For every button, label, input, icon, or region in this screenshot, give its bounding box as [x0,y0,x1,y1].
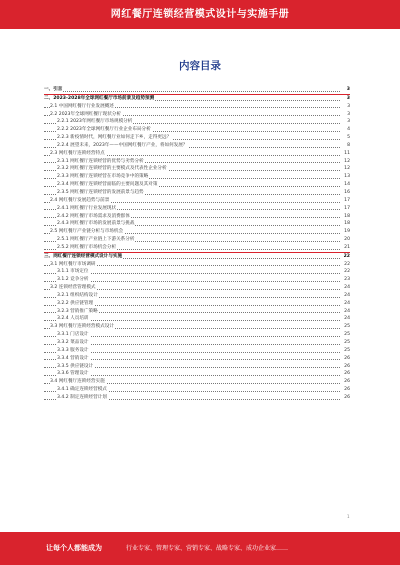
toc-entry-label: 2.2.4 展望未来，2023年——中国网红餐厅产业，将如何发展？ [57,142,188,148]
toc-entry-page: 26 [341,355,350,363]
toc-entry-page: 23 [341,276,350,284]
toc-entry-page: 21 [341,244,350,252]
toc-entry[interactable] [44,253,350,261]
footer-slogan: 让每个人都能成为 [46,544,102,552]
toc-entry[interactable] [44,95,350,103]
toc-entry-page: 20 [341,236,350,244]
toc-entry-page: 4 [341,126,350,134]
toc-entry-page: 24 [341,308,350,316]
toc-entry-page: 26 [341,394,350,402]
toc-entry[interactable] [44,276,350,284]
toc-entry[interactable] [44,347,350,355]
toc-entry[interactable] [44,244,350,252]
toc-entry-page: 24 [341,315,350,323]
toc-entry-page: 18 [341,220,350,228]
toc-entry[interactable] [44,323,350,331]
toc-entry-page: 26 [341,386,350,394]
toc-entry-label: 2.1 中国网红餐厅行业发展概述 [50,103,114,109]
toc-entry[interactable] [44,315,350,323]
toc-entry-label: 3.3.4 营销设计 [57,355,89,361]
toc-entry[interactable] [44,118,350,126]
toc-entry-label: 2.5.1 网红餐厅产业链上下游关系分析 [57,237,135,243]
toc-entry-label: 3.3.3 服务设计 [57,347,89,353]
toc-entry-label: 2.3.1 网红餐厅连锁经营的优势与劣势分析 [57,158,144,164]
toc-heading: 内容目录 [179,60,221,72]
toc-entry-label: 3.3.5 供应链设计 [57,363,94,369]
toc-entry[interactable] [44,355,350,363]
toc-entry-page: 14 [341,181,350,189]
toc-entry[interactable] [44,213,350,221]
toc-entry[interactable] [44,173,350,181]
toc-entry[interactable] [44,86,350,94]
toc-entry-label: 2.4.2 网红餐厅市场需求及消费群体 [57,213,130,219]
toc-entry-label: 3.4 网红餐厅连锁经营实施 [50,379,105,385]
toc-entry-label: 2.3.5 网红餐厅连锁经营的发展前景与趋势 [57,189,144,195]
toc-entry[interactable] [44,189,350,197]
toc-entry-label: 3.2.2 供应链管理 [57,300,94,306]
toc-entry[interactable] [44,308,350,316]
toc-entry-label: 2.5.2 网红餐厅市场机会分析 [57,244,117,250]
toc-entry[interactable] [44,150,350,158]
toc-entry-page: 24 [341,300,350,308]
toc-entry[interactable] [44,292,350,300]
toc-entry[interactable] [44,103,350,111]
toc-entry[interactable] [44,268,350,276]
header-bar [0,0,400,29]
toc-entry-page: 26 [341,378,350,386]
toc-entry-label: 二、2023-2028年全球网红餐厅市场前景及趋势预测 [44,95,155,101]
toc-entry-page: 22 [341,253,350,261]
toc-entry-page: 12 [341,158,350,166]
toc-entry-page: 13 [341,173,350,181]
toc-entry[interactable] [44,378,350,386]
toc-entry[interactable] [44,142,350,150]
toc-entry-label: 三、网红餐厅连锁经营模式设计与实施 [44,253,123,259]
toc-entry-label: 3.2 连锁经营管理模式 [50,285,96,291]
toc-entry-page: 3 [341,86,350,94]
toc-entry-page: 19 [341,228,350,236]
toc-entry[interactable] [44,181,350,189]
toc-entry[interactable] [44,205,350,213]
toc-entry-label: 3.3.6 管理设计 [57,371,89,377]
leader-dots [44,91,340,92]
toc-entry[interactable] [44,111,350,119]
toc-entry[interactable] [44,370,350,378]
toc-entry-page: 22 [341,268,350,276]
toc-entry-page: 17 [341,205,350,213]
toc-entry-label: 2.3.2 网红餐厅连锁经营的主要模式及代表性企业分析 [57,166,167,172]
toc-entry-page: 3 [341,95,350,103]
toc-entry-page: 3 [341,118,350,126]
toc-entry-label: 2.2.2 2023年全球网红餐厅行业企业布局分析 [57,127,151,133]
toc-entry-label: 2.3.3 网红餐厅连锁经营在市场竞争中的策略 [57,174,149,180]
toc-entry-page: 25 [341,339,350,347]
toc-entry-page: 25 [341,347,350,355]
toc-entry-page: 17 [341,197,350,205]
footer-bar [0,532,400,565]
toc-entry[interactable] [44,134,350,142]
toc-entry-page: 18 [341,213,350,221]
toc-entry[interactable] [44,284,350,292]
toc-entry-page: 3 [341,103,350,111]
toc-entry-page: 25 [341,331,350,339]
toc-entry-label: 3.4.2 制定连锁经营计划 [57,394,107,400]
footer-roles: 行业专家、管理专家、营销专家、战略专家、成功企业家…… [126,545,289,552]
toc-entry-page: 3 [341,111,350,119]
toc-entry[interactable] [44,300,350,308]
toc-entry-page: 24 [341,284,350,292]
toc-entry[interactable] [44,197,350,205]
toc-entry-label: 3.1.2 竞争分析 [57,277,89,283]
toc-entry-label: 3.4.1 确定连锁经营模式 [57,387,107,393]
toc-entry-label: 2.4.3 网红餐厅市场的发展前景与挑战 [57,221,135,227]
toc-entry-page: 24 [341,292,350,300]
toc-entry[interactable] [44,261,350,269]
toc-entry[interactable] [44,363,350,371]
toc-entry-page: 26 [341,363,350,371]
toc-entry-page: 26 [341,370,350,378]
toc-entry-label: 2.2 2023年全球网红餐厅现状分析 [50,111,121,117]
toc-entry[interactable] [44,339,350,347]
toc-entry[interactable] [44,165,350,173]
toc-entry-label: 3.1.1 市场定位 [57,269,89,275]
document-title: 网红餐厅连锁经营模式设计与实施手册 [110,9,290,20]
toc-entry-page: 5 [341,134,350,142]
toc-entry-page: 25 [341,323,350,331]
toc-entry-label: 3.3.2 菜品设计 [57,340,89,345]
toc-entry-label: 3.2.4 人员培训 [57,316,89,322]
toc-entry-page: 8 [341,142,350,150]
table-of-contents [44,86,350,402]
toc-entry[interactable] [44,228,350,236]
toc-entry-label: 3.3 网红餐厅连锁经营模式设计 [50,324,114,330]
toc-entry[interactable] [44,236,350,244]
toc-entry[interactable] [44,331,350,339]
toc-entry-page: 12 [341,165,350,173]
toc-entry-label: 3.3.1 门店设计 [57,332,89,338]
toc-entry-label: 2.4 网红餐厅发展趋势与前景 [50,197,110,203]
toc-entry[interactable] [44,220,350,228]
toc-entry-page: 16 [341,189,350,197]
toc-entry-label: 3.2.1 组织结构设计 [57,292,98,298]
page-number: 1 [347,514,350,519]
toc-entry-label: 3.2.3 营销推广策略 [57,308,98,314]
toc-entry-label: 2.3.4 网红餐厅连锁经营面临的主要问题及其对策 [57,182,158,188]
toc-entry-label: 2.2.3 新疫情时代，网红餐厅业如何走下乡，走得更远？ [57,135,172,141]
toc-entry[interactable] [44,158,350,166]
toc-entry-label: 2.4.1 网红餐厅行业发展现状 [57,205,117,211]
toc-entry[interactable] [44,394,350,402]
toc-entry-page: 22 [341,261,350,269]
toc-entry-label: 3.1 网红餐厅市场调研 [50,261,96,267]
toc-entry[interactable] [44,386,350,394]
toc-entry[interactable] [44,126,350,134]
toc-entry-label: 一、引言 [44,87,63,92]
toc-entry-label: 2.2.1 2023年网红餐厅市场规模分析 [57,119,133,125]
toc-entry-label: 2.5 网红餐厅产业链分析与市场机会 [50,229,124,235]
toc-entry-page: 11 [341,150,350,158]
toc-entry-label: 2.3 网红餐厅连锁经营特点 [50,150,105,156]
